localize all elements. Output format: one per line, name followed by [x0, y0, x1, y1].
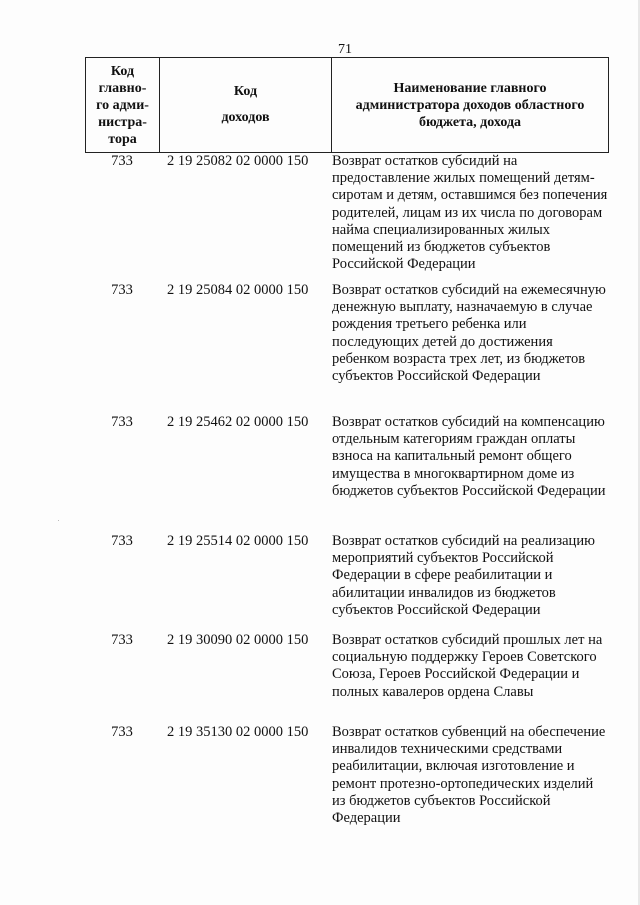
income-name-cell: Возврат остатков субсидий прошлых лет на социальную поддержку Героев Советского Союза, Героев Российской Федерации и полных кавалеров ордена Славы	[332, 632, 603, 700]
income-name-cell: Возврат остатков субсидий на ежемесячную денежную выплату, назначаемую в случае рождения третьего ребенка или последующих детей до достижения ребенком возраста трех лет, из бюджетов субъектов Российской Федерации	[332, 282, 606, 385]
admin-code-cell: 733	[111, 533, 133, 549]
income-name-cell: Возврат остатков субсидий на предоставление жилых помещений детям-сиротам и детям, оставшимся без попечения родителей, лицам из их числа по договорам найма специализированных жилых помещений из бюджетов субъектов Российской Федерации	[332, 153, 608, 273]
income-code-cell: 2 19 25514 02 0000 150	[167, 533, 309, 549]
income-code-cell: 2 19 35130 02 0000 150	[167, 724, 309, 740]
income-code-cell: 2 19 25082 02 0000 150	[167, 153, 309, 169]
header-admin-code: Код главно- го адми- нистра- тора	[86, 58, 160, 152]
income-name-cell: Возврат остатков субсидий на реализацию мероприятий субъектов Российской Федерации в сфере реабилитации и абилитации инвалидов из бюджетов субъектов Российской Федерации	[332, 533, 595, 618]
income-code-cell: 2 19 25084 02 0000 150	[167, 282, 309, 298]
income-code-cell: 2 19 25462 02 0000 150	[167, 414, 309, 430]
admin-code-cell: 733	[111, 724, 133, 740]
page-number: 71	[338, 42, 352, 57]
header-income-code-label: Код доходов	[221, 84, 270, 125]
admin-code-cell: 733	[111, 153, 133, 169]
scan-speck	[58, 520, 59, 521]
income-name-cell: Возврат остатков субвенций на обеспечение инвалидов техническими средствами реабилитации, включая изготовление и ремонт протезно-ортопедических изделий из бюджетов субъектов Российской Федерации	[332, 724, 606, 827]
income-name-cell: Возврат остатков субсидий на компенсацию отдельным категориям граждан оплаты взноса на капитальный ремонт общего имущества в многоквартирном доме из бюджетов субъектов Российской Федерации	[332, 414, 606, 499]
admin-code-cell: 733	[111, 632, 133, 648]
admin-code-cell: 733	[111, 414, 133, 430]
header-name: Наименование главного администратора доходов областного бюджета, дохода	[355, 80, 585, 130]
income-code-cell: 2 19 30090 02 0000 150	[167, 632, 309, 648]
header-income-code	[160, 58, 332, 152]
table-header	[85, 57, 609, 153]
admin-code-cell: 733	[111, 282, 133, 298]
